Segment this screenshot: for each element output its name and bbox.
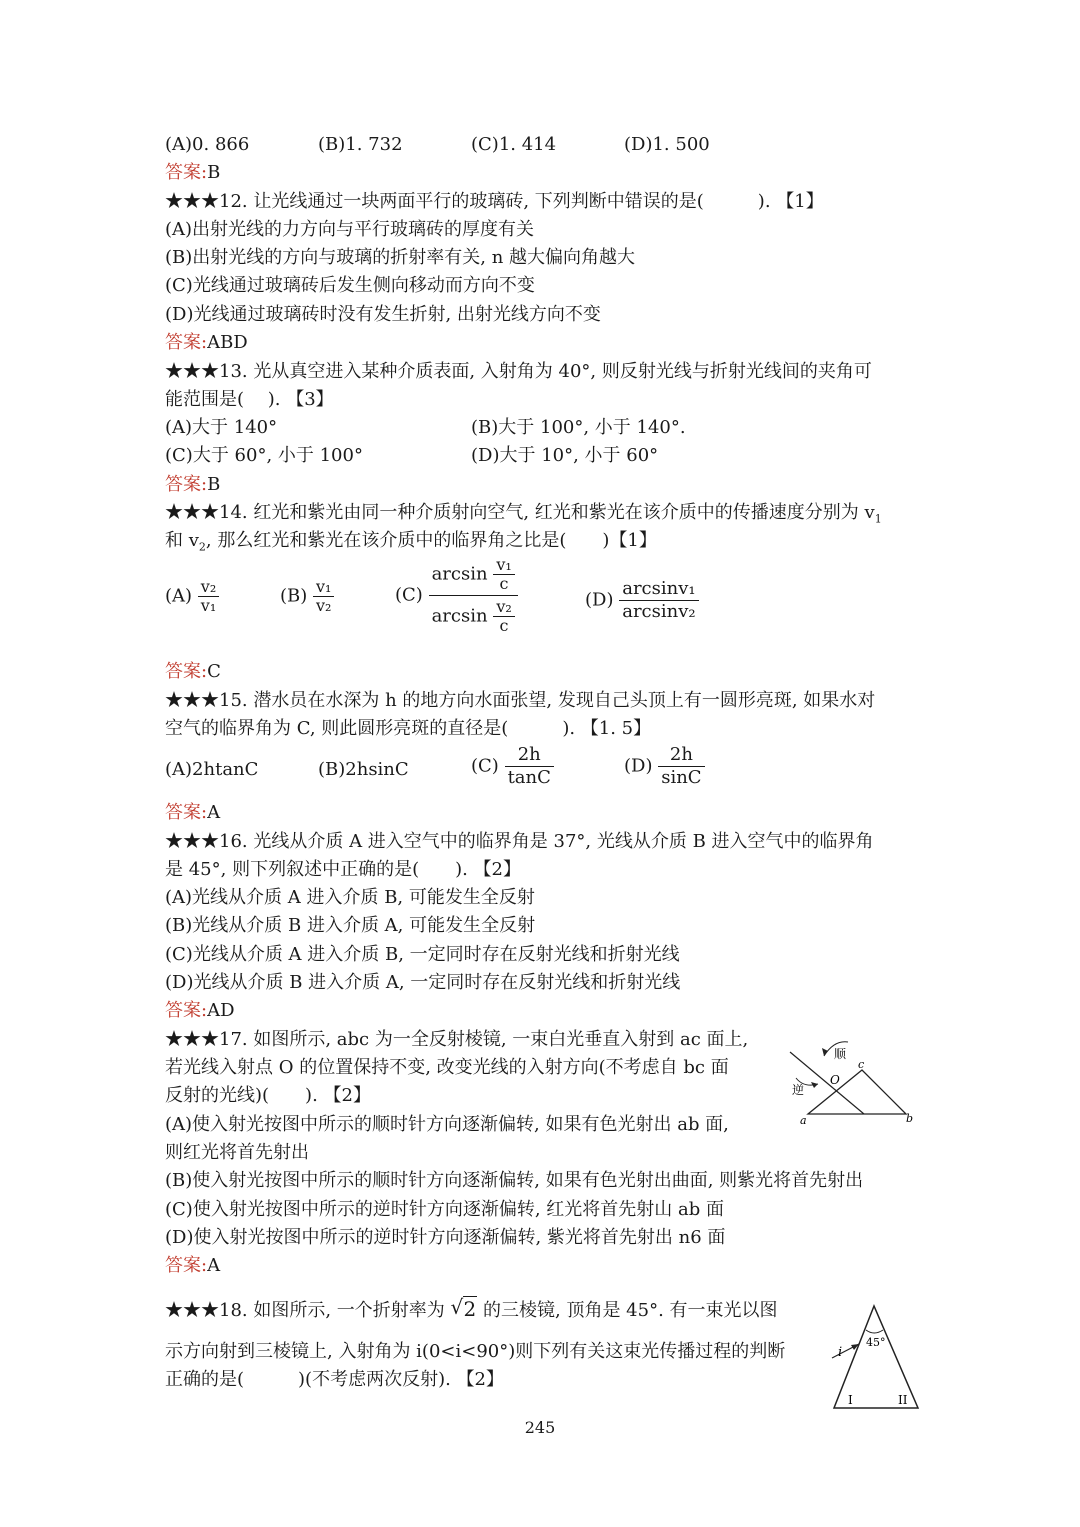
q17-option-a: (A)使入射光按图中所示的顺时针方向逐渐偏转, 如果有色光射出 ab 面, xyxy=(165,1114,729,1135)
q14-option-d xyxy=(585,578,699,623)
q13-stem-line1: ★★★13. 光从真空进入某种介质表面, 入射角为 40°, 则反射光线与折射光线间的夹角可 xyxy=(165,361,872,382)
q11-option-b: (B)1. 732 xyxy=(318,134,403,155)
denominator: v₂ xyxy=(316,596,332,615)
label-shun: 顺 xyxy=(834,1047,847,1061)
fraction xyxy=(658,744,704,789)
q17-stem-line3: 反射的光线)( ). 【2】 xyxy=(165,1085,371,1106)
q11-option-c: (C)1. 414 xyxy=(471,134,557,155)
q15-option-a: (A)2htanC xyxy=(165,759,259,780)
q14-option-a xyxy=(165,578,219,615)
label-ni: 逆 xyxy=(792,1083,805,1097)
q13-option-d: (D)大于 10°, 小于 60° xyxy=(471,445,659,466)
stem-text: 的三棱镜, 顶角是 45°. 有一束光以图 xyxy=(483,1300,778,1321)
page-number: 245 xyxy=(524,1418,556,1437)
label-i: i xyxy=(838,1345,843,1360)
answer-value: A xyxy=(207,802,221,823)
sqrt-expression xyxy=(451,1296,478,1324)
answer-value: C xyxy=(207,661,221,682)
q15-option-c xyxy=(471,744,554,789)
fraction xyxy=(619,578,698,623)
q12-option-c: (C)光线通过玻璃砖后发生侧向移动而方向不变 xyxy=(165,275,535,296)
q18-stem-line3: 正确的是( )(不考虑两次反射). 【2】 xyxy=(165,1369,504,1390)
option-label: (B) xyxy=(280,585,308,607)
q14-option-c xyxy=(395,556,518,635)
q12-option-d: (D)光线通过玻璃砖时没有发生折射, 出射光线方向不变 xyxy=(165,304,601,325)
q15-option-d xyxy=(624,744,705,789)
numerator: arcsinv₁ xyxy=(619,578,698,601)
arcsin-label: arcsin xyxy=(431,605,488,627)
q18-stem-line2: 示方向射到三棱镜上, 入射角为 i(0<i<90°)则下列有关这束光传播过程的判断 xyxy=(165,1341,786,1362)
q17-answer xyxy=(165,1253,220,1279)
q17-stem-line1: ★★★17. 如图所示, abc 为一全反射棱镜, 一束白光垂直入射到 ac 面上, xyxy=(165,1029,749,1050)
q17-stem-line2: 若光线入射点 O 的位置保持不变, 改变光线的入射方向(不考虑自 bc 面 xyxy=(165,1057,729,1078)
stem-text: ★★★14. 红光和紫光由同一种介质射向空气, 红光和紫光在该介质中的传播速度分别为 v xyxy=(165,502,875,523)
q16-option-c: (C)光线从介质 A 进入介质 B, 一定同时存在反射光线和折射光线 xyxy=(165,944,680,965)
denominator xyxy=(429,596,518,635)
q14-answer xyxy=(165,659,221,685)
q16-stem-line2: 是 45°, 则下列叙述中正确的是( ). 【2】 xyxy=(165,859,522,880)
label-c: c xyxy=(858,1058,865,1071)
q13-option-a: (A)大于 140° xyxy=(165,417,278,438)
q13-option-b: (B)大于 100°, 小于 140°. xyxy=(471,417,686,438)
numerator: v₂ xyxy=(493,598,514,617)
q15-stem-line1: ★★★15. 潜水员在水深为 h 的地方向水面张望, 发现自己头顶上有一圆形亮斑, 如果水对 xyxy=(165,690,876,711)
subscript: 2 xyxy=(198,540,206,554)
option-label: (D) xyxy=(585,589,614,611)
answer-value: B xyxy=(207,162,221,183)
answer-label: 答案: xyxy=(165,162,208,183)
answer-value: ABD xyxy=(207,332,248,353)
numerator xyxy=(429,556,518,596)
sqrt-radicand: 2 xyxy=(463,1297,477,1321)
answer-value: B xyxy=(207,474,221,495)
answer-label: 答案: xyxy=(165,1000,208,1021)
stem-text: 和 v xyxy=(165,530,199,551)
subscript: 1 xyxy=(874,512,882,526)
q18-stem-line1 xyxy=(165,1296,778,1324)
option-label: (C) xyxy=(471,755,499,777)
q16-stem-line1: ★★★16. 光线从介质 A 进入空气中的临界角是 37°, 光线从介质 B 进入空气中的临界角 xyxy=(165,831,874,852)
answer-value: AD xyxy=(207,1000,235,1021)
q12-answer xyxy=(165,330,248,356)
q11-answer xyxy=(165,160,220,186)
q18-prism-figure xyxy=(826,1302,922,1414)
q13-answer xyxy=(165,472,220,498)
label-b: b xyxy=(906,1112,914,1125)
q16-option-a: (A)光线从介质 A 进入介质 B, 可能发生全反射 xyxy=(165,887,535,908)
label-a: a xyxy=(800,1114,807,1127)
q13-option-c: (C)大于 60°, 小于 100° xyxy=(165,445,363,466)
denominator: sinC xyxy=(661,767,702,788)
denominator: v₁ xyxy=(200,596,217,615)
label-face-2: II xyxy=(898,1393,908,1407)
label-face-1: I xyxy=(848,1393,853,1407)
stem-text: , 那么红光和紫光在该介质中的临界角之比是( )【1】 xyxy=(205,530,657,551)
q17-option-b: (B)使入射光按图中所示的顺时针方向逐渐偏转, 如果有色光射出曲面, 则紫光将首先射出 xyxy=(165,1170,864,1191)
numerator: v₁ xyxy=(493,556,514,575)
answer-label: 答案: xyxy=(165,1255,208,1276)
q11-option-a: (A)0. 866 xyxy=(165,134,250,155)
q11-option-d: (D)1. 500 xyxy=(624,134,710,155)
q13-stem-line2: 能范围是( ). 【3】 xyxy=(165,389,334,410)
q17-option-d: (D)使入射光按图中所示的逆时针方向逐渐偏转, 紫光将首先射出 n6 面 xyxy=(165,1227,726,1248)
q16-option-b: (B)光线从介质 B 进入介质 A, 可能发生全反射 xyxy=(165,915,536,936)
q15-stem-line2: 空气的临界角为 C, 则此圆形亮斑的直径是( ). 【1. 5】 xyxy=(165,718,652,739)
denominator: arcsinv₂ xyxy=(622,601,696,622)
inner-fraction xyxy=(493,598,514,635)
numerator: 2h xyxy=(505,744,554,767)
q17-option-c: (C)使入射光按图中所示的逆时针方向逐渐偏转, 红光将首先射山 ab 面 xyxy=(165,1199,724,1220)
option-label: (A) xyxy=(165,585,193,607)
denominator: c xyxy=(499,616,509,635)
q12-stem: ★★★12. 让光线通过一块两面平行的玻璃砖, 下列判断中错误的是( ). 【1】 xyxy=(165,191,824,212)
answer-label: 答案: xyxy=(165,661,208,682)
arcsin-label: arcsin xyxy=(431,563,488,585)
q12-option-b: (B)出射光线的方向与玻璃的折射率有关, n 越大偏向角越大 xyxy=(165,247,636,268)
answer-label: 答案: xyxy=(165,802,208,823)
q15-option-b: (B)2hsinC xyxy=(318,759,409,780)
q16-option-d: (D)光线从介质 B 进入介质 A, 一定同时存在反射光线和折射光线 xyxy=(165,972,681,993)
answer-label: 答案: xyxy=(165,332,208,353)
option-label: (C) xyxy=(395,584,423,606)
q16-answer xyxy=(165,998,235,1024)
q14-option-b xyxy=(280,578,334,615)
answer-value: A xyxy=(207,1255,221,1276)
label-o: O xyxy=(830,1073,840,1087)
q15-answer xyxy=(165,800,220,826)
answer-label: 答案: xyxy=(165,474,208,495)
label-angle: 45° xyxy=(866,1336,886,1349)
denominator: tanC xyxy=(507,767,551,788)
inner-fraction xyxy=(493,556,514,593)
sqrt-icon: √ xyxy=(450,1295,464,1319)
q12-option-a: (A)出射光线的力方向与平行玻璃砖的厚度有关 xyxy=(165,219,535,240)
q17-prism-figure xyxy=(778,1032,918,1128)
compound-fraction xyxy=(429,556,518,635)
numerator: v₂ xyxy=(198,578,219,597)
apex-angle-arc xyxy=(866,1330,883,1333)
numerator: v₁ xyxy=(313,578,334,597)
fraction xyxy=(313,578,334,615)
stem-text: ★★★18. 如图所示, 一个折射率为 xyxy=(165,1300,445,1321)
q17-option-a-cont: 则红光将首先射出 xyxy=(165,1142,309,1163)
fraction xyxy=(198,578,219,615)
option-label: (D) xyxy=(624,755,653,777)
numerator: 2h xyxy=(658,744,704,767)
fraction xyxy=(505,744,554,789)
denominator: c xyxy=(499,574,509,593)
